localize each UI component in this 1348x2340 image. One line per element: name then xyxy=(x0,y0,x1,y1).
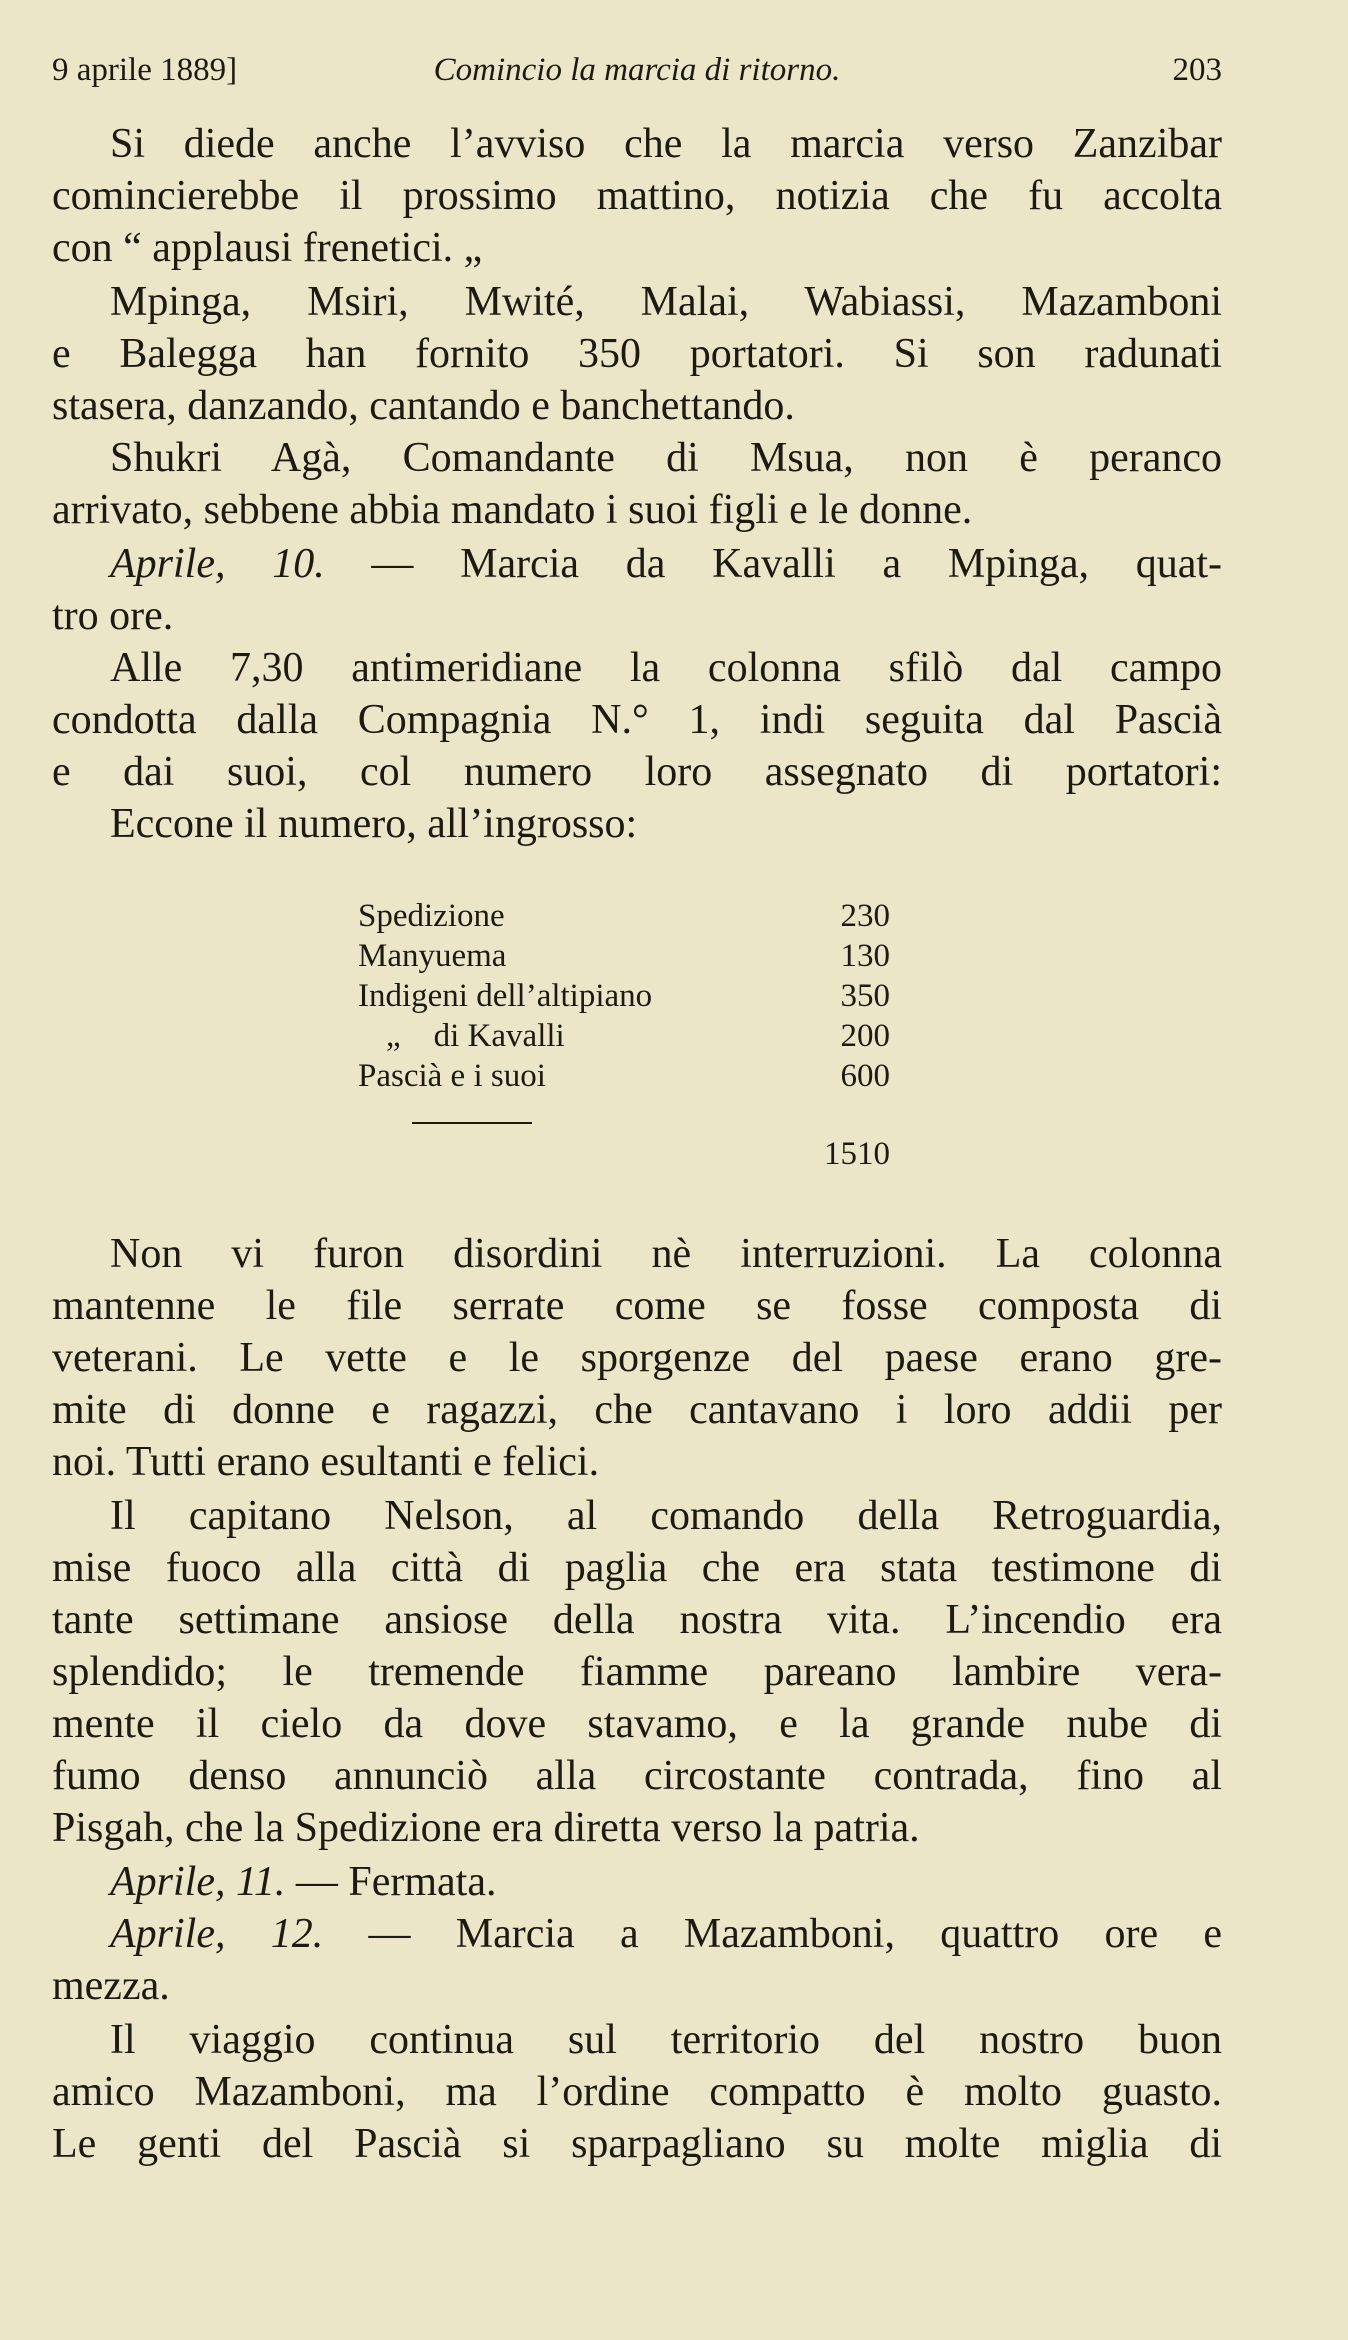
row-value: 130 xyxy=(840,938,890,974)
text-line: Mpinga, Msiri, Mwité, Malai, Wabiassi, Mazamboni xyxy=(110,279,1222,325)
row-label: Pascià e i suoi xyxy=(358,1058,546,1094)
header-date: 9 aprile 1889] xyxy=(52,52,238,88)
text-line: splendido; le tremende fiamme pareano lambire vera- xyxy=(52,1649,1222,1695)
row-label: „ di Kavalli xyxy=(386,1018,565,1054)
text-line: con “ applausi frenetici. „ xyxy=(52,225,483,271)
text-line: condotta dalla Compagnia N.° 1, indi seguita dal Pascià xyxy=(52,697,1222,743)
text-line: Il viaggio continua sul territorio del nostro buon xyxy=(110,2017,1222,2063)
header-chapter-title: Comincio la marcia di ritorno. xyxy=(433,52,841,88)
text-line: amico Mazamboni, ma l’ordine compatto è molto guasto. xyxy=(52,2069,1222,2115)
entry-text: — Marcia da Kavalli a Mpinga, quat- xyxy=(324,541,1223,587)
page-number: 203 xyxy=(1172,52,1222,88)
text-line: Il capitano Nelson, al comando della Retroguardia, xyxy=(110,1493,1222,1539)
text-line: comincierebbe il prossimo mattino, notizia che fu accolta xyxy=(52,173,1222,219)
text-line: fumo denso annunciò alla circostante contrada, fino al xyxy=(52,1753,1222,1799)
diary-entry-apr10 xyxy=(110,538,1222,590)
row-value: 600 xyxy=(840,1058,890,1094)
sum-rule xyxy=(412,1122,532,1124)
table-row xyxy=(358,1016,918,1056)
entry-text: — Fermata. xyxy=(285,1859,497,1905)
text-line: Si diede anche l’avviso che la marcia verso Zanzibar xyxy=(110,121,1222,167)
text-line: Eccone il numero, all’ingrosso: xyxy=(110,801,638,847)
text-line: Shukri Agà, Comandante di Msua, non è peranco xyxy=(110,435,1222,481)
text-line: noi. Tutti erano esultanti e felici. xyxy=(52,1439,600,1485)
text-line: Non vi furon disordini nè interruzioni. La colonna xyxy=(110,1231,1222,1277)
text-line: Le genti del Pascià si sparpagliano su molte miglia di xyxy=(52,2121,1222,2167)
running-header xyxy=(52,48,1222,92)
entry-date: Aprile, 11. xyxy=(110,1859,286,1905)
text-line: stasera, danzando, cantando e banchettando. xyxy=(52,383,795,429)
row-label: Indigeni dell’altipiano xyxy=(358,978,653,1014)
text-line: Pisgah, che la Spedizione era diretta verso la patria. xyxy=(52,1805,920,1851)
row-value: 200 xyxy=(840,1018,890,1054)
total-row xyxy=(358,1134,918,1174)
text-line: mezza. xyxy=(52,1963,170,2009)
text-line: e dai suoi, col numero loro assegnato di portatori: xyxy=(52,749,1222,795)
text-line: mantenne le file serrate come se fosse composta di xyxy=(52,1283,1222,1329)
total-value: 1510 xyxy=(824,1136,890,1172)
entry-text: — Marcia a Mazamboni, quattro ore e xyxy=(323,1911,1222,1957)
row-value: 230 xyxy=(840,898,890,934)
text-line: e Balegga han fornito 350 portatori. Si son radunati xyxy=(52,331,1222,377)
text-line: tro ore. xyxy=(52,593,174,639)
text-line: mite di donne e ragazzi, che cantavano i loro addii per xyxy=(52,1387,1222,1433)
text-line: arrivato, sebbene abbia mandato i suoi figli e le donne. xyxy=(52,487,973,533)
table-row xyxy=(358,936,918,976)
text-line: veterani. Le vette e le sporgenze del paese erano gre- xyxy=(52,1335,1222,1381)
table-row xyxy=(358,1056,918,1096)
text-line: mente il cielo da dove stavamo, e la grande nube di xyxy=(52,1701,1222,1747)
diary-entry-apr11 xyxy=(110,1856,1222,1908)
row-label: Spedizione xyxy=(358,898,505,934)
text-line: tante settimane ansiose della nostra vita. L’incendio era xyxy=(52,1597,1222,1643)
text-line: Alle 7,30 antimeridiane la colonna sfilò dal campo xyxy=(110,645,1222,691)
row-label: Manyuema xyxy=(358,938,507,974)
diary-entry-apr12 xyxy=(110,1908,1222,1960)
entry-date: Aprile, 10. xyxy=(110,541,325,587)
table-row xyxy=(358,976,918,1016)
text-line: mise fuoco alla città di paglia che era stata testimone di xyxy=(52,1545,1222,1591)
table-row xyxy=(358,896,918,936)
row-value: 350 xyxy=(840,978,890,1014)
entry-date: Aprile, 12. xyxy=(110,1911,324,1957)
